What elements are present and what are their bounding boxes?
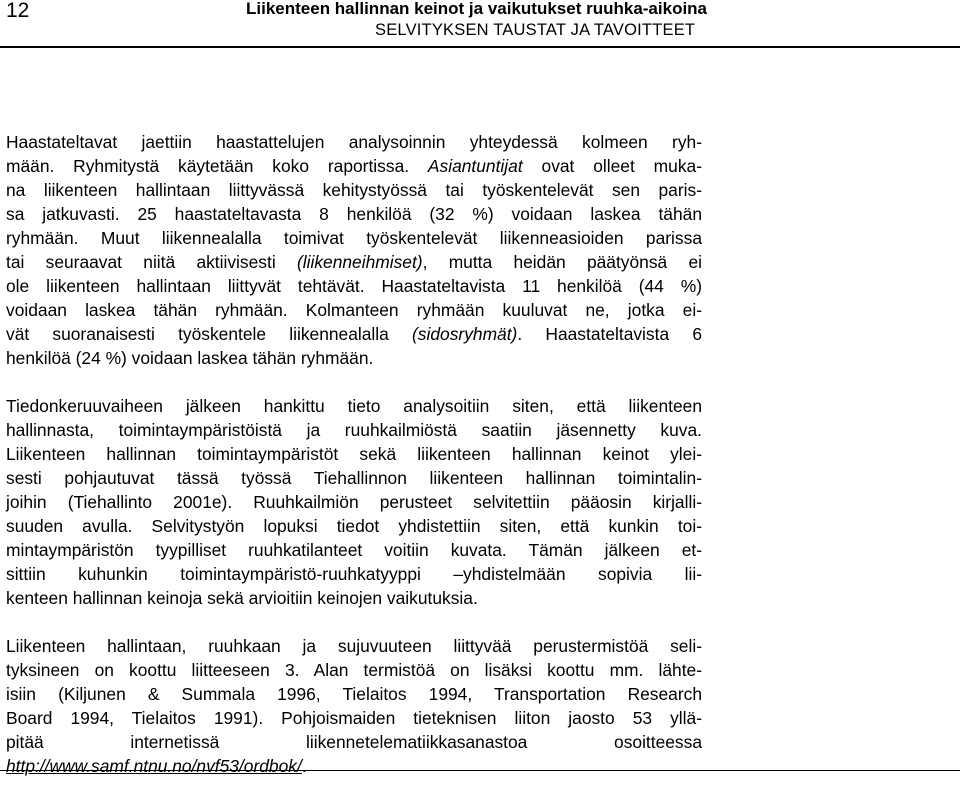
- paragraph: [6, 394, 702, 610]
- text-line: [6, 418, 702, 442]
- text-segment: pitää internetissä liikennetelematiikkasanastoa osoitteessa: [6, 732, 702, 752]
- header-subtitle: SELVITYKSEN TAUSTAT JA TAVOITTEET: [375, 21, 696, 39]
- paragraph: [6, 130, 702, 370]
- text-line: [6, 274, 702, 298]
- paragraph: [6, 634, 702, 778]
- text-segment: voidaan laskea tähän ryhmään. Kolmanteen ryhmään kuuluvat ne, jotka ei-: [6, 300, 702, 320]
- text-segment: Tiedonkeruuvaiheen jälkeen hankittu tieto analysoitiin siten, että liikenteen: [6, 396, 702, 416]
- text-segment: isiin (Kiljunen & Summala 1996, Tielaitos 1994, Transportation Research: [6, 684, 702, 704]
- text-segment: Liikenteen hallinnan toimintaympäristöt sekä liikenteen hallinnan keinot ylei-: [6, 444, 702, 464]
- text-segment: Haastateltavat jaettiin haastattelujen analysoinnin yhteydessä kolmeen ryh-: [6, 132, 702, 152]
- text-line: [6, 346, 702, 370]
- text-line: [6, 586, 702, 610]
- italic-term: (sidosryhmät): [412, 324, 518, 344]
- text-segment: na liikenteen hallintaan liittyvässä kehitystyössä tai työskentelevät sen paris-: [6, 180, 702, 200]
- text-line: [6, 226, 702, 250]
- text-segment: ryhmään. Muut liikennealalla toimivat työskentelevät liikenneasioiden parissa: [6, 228, 702, 248]
- text-line: [6, 706, 702, 730]
- text-segment: sittiin kuhunkin toimintaympäristö-ruuhkatyyppi –yhdistelmään sopivia lii-: [6, 564, 702, 584]
- text-segment: tai seuraavat niitä aktiivisesti: [6, 252, 297, 272]
- text-segment: . Haastateltavista 6: [517, 324, 702, 344]
- header-title: Liikenteen hallinnan keinot ja vaikutukset ruuhka-aikoina: [246, 0, 708, 18]
- text-segment: joihin (Tiehallinto 2001e). Ruuhkailmiön perusteet selvitettiin pääosin kirjalli-: [6, 492, 702, 512]
- header-divider: [0, 46, 960, 48]
- text-line: [6, 442, 702, 466]
- text-line: [6, 562, 702, 586]
- text-line: [6, 250, 702, 274]
- text-line: [6, 754, 702, 778]
- text-segment: sa jatkuvasti. 25 haastateltavasta 8 henkilöä (32 %) voidaan laskea tähän: [6, 204, 702, 224]
- text-segment: .: [301, 756, 307, 776]
- text-line: [6, 730, 702, 754]
- italic-term: (liikenneihmiset): [296, 252, 423, 272]
- text-line: [6, 394, 702, 418]
- page-header: [0, 0, 960, 50]
- text-segment: mintaympäristön tyypilliset ruuhkatilanteet voitiin kuvata. Tämän jälkeen et-: [6, 540, 702, 560]
- text-segment: kenteen hallinnan keinoja sekä arvioitiin keinojen vaikutuksia.: [6, 588, 478, 608]
- text-segment: , mutta heidän päätyönsä ei: [422, 252, 702, 272]
- text-segment: ole liikenteen hallintaan liittyvät tehtävät. Haastateltavista 11 henkilöä (44 %): [6, 276, 702, 296]
- text-line: [6, 538, 702, 562]
- text-segment: ovat olleet muka-: [522, 156, 702, 176]
- page-number: 12: [6, 0, 30, 22]
- text-line: [6, 154, 702, 178]
- text-line: [6, 490, 702, 514]
- text-line: [6, 130, 702, 154]
- text-segment: tyksineen on koottu liitteeseen 3. Alan termistöä on lisäksi koottu mm. lähte-: [6, 660, 702, 680]
- text-line: [6, 202, 702, 226]
- text-line: [6, 634, 702, 658]
- text-line: [6, 322, 702, 346]
- text-segment: Board 1994, Tielaitos 1991). Pohjoismaiden tieteknisen liiton jaosto 53 yllä-: [6, 708, 702, 728]
- text-segment: hallinnasta, toimintaympäristöistä ja ruuhkailmiöstä saatiin jäsennetty kuva.: [6, 420, 702, 440]
- text-line: [6, 658, 702, 682]
- text-line: [6, 298, 702, 322]
- text-segment: vät suoranaisesti työskentele liikennealalla: [6, 324, 413, 344]
- footer-divider: [0, 770, 960, 771]
- italic-term: Asiantuntijat: [427, 156, 523, 176]
- text-segment: mään. Ryhmitystä käytetään koko raportissa.: [6, 156, 428, 176]
- url-link[interactable]: http://www.samf.ntnu.no/nvf53/ordbok/: [6, 756, 302, 776]
- text-segment: sesti pohjautuvat tässä työssä Tiehallinnon liikenteen hallinnan toimintalin-: [6, 468, 702, 488]
- text-line: [6, 466, 702, 490]
- text-segment: henkilöä (24 %) voidaan laskea tähän ryhmään.: [6, 348, 374, 368]
- text-line: [6, 178, 702, 202]
- text-segment: suuden avulla. Selvitystyön lopuksi tiedot yhdistettiin siten, että kunkin toi-: [6, 516, 702, 536]
- text-line: [6, 682, 702, 706]
- text-line: [6, 514, 702, 538]
- body-text: [6, 130, 702, 802]
- text-segment: Liikenteen hallintaan, ruuhkaan ja sujuvuuteen liittyvää perustermistöä seli-: [6, 636, 702, 656]
